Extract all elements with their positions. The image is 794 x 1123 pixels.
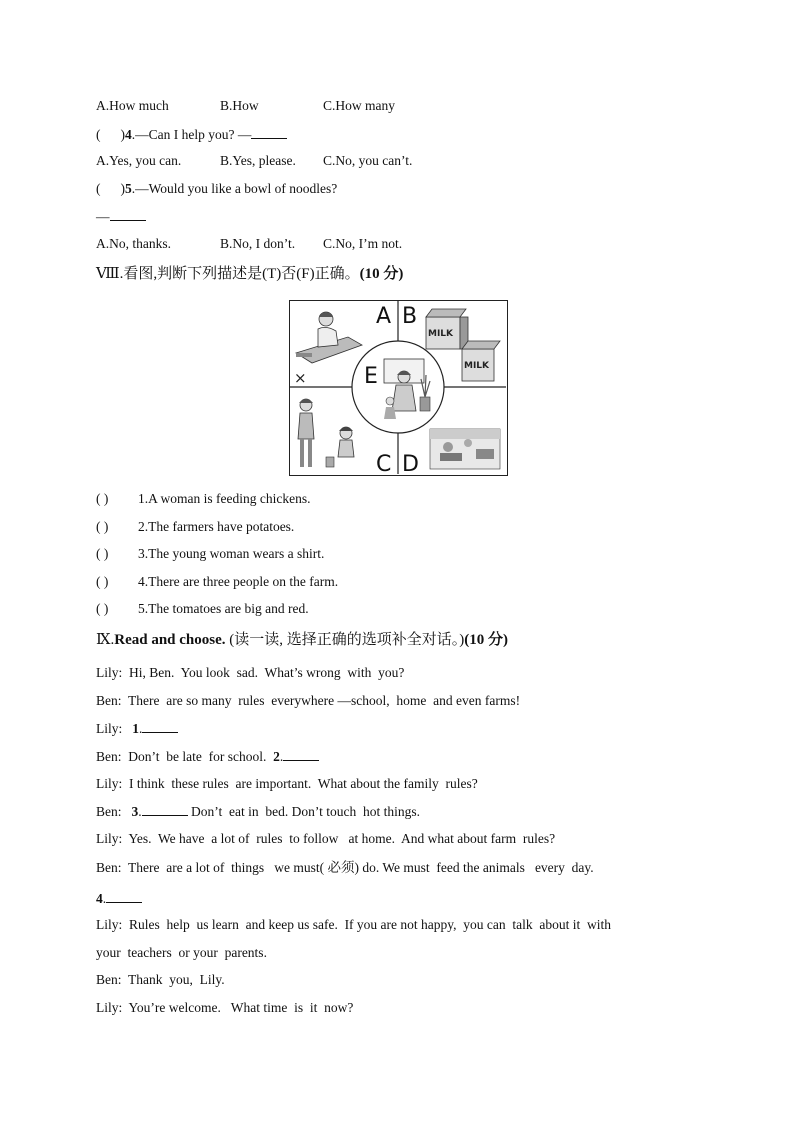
option-c: C.No, I’m not.: [323, 236, 403, 251]
answer-paren-close: ): [120, 127, 125, 142]
option-b: B.Yes, please.: [220, 153, 296, 168]
speaker: Ben:: [96, 693, 122, 708]
question-4-options: [96, 152, 412, 170]
question-4: [96, 125, 287, 144]
question-5: [96, 180, 337, 198]
label-c: C: [376, 452, 392, 474]
dialogue-line: [96, 775, 478, 793]
blank-number: 3: [131, 804, 139, 819]
panel-a-cross: ×: [294, 369, 307, 387]
blank-number: 4: [96, 891, 103, 906]
blank-dot: .: [279, 749, 284, 764]
dialogue-line: [96, 999, 353, 1017]
option-c: C.How many: [323, 98, 395, 113]
answer-paren[interactable]: ( ): [96, 519, 109, 534]
blank-number: 2: [273, 749, 280, 764]
tf-text: 4.There are three people on the farm.: [138, 574, 339, 589]
dialogue-text: Thank you, Lily.: [121, 972, 225, 987]
option-a: A.Yes, you can.: [96, 153, 182, 168]
speaker: Ben:: [96, 749, 122, 764]
tf-item: [96, 545, 324, 563]
blank-dot: .: [102, 891, 107, 906]
milk-label-2: MILK: [464, 361, 490, 371]
speaker: Ben:: [96, 804, 122, 819]
speaker: Ben:: [96, 972, 122, 987]
answer-blank[interactable]: [110, 207, 146, 221]
question-3-options: [96, 97, 395, 115]
dialogue-line: [96, 971, 225, 989]
tf-text: 2.The farmers have potatoes.: [138, 519, 295, 534]
blank-dot: .: [139, 721, 143, 736]
tf-item: [96, 490, 310, 508]
speaker: Lily:: [96, 1000, 123, 1015]
dialogue-text: your teachers or your parents.: [96, 945, 267, 960]
tf-text: 3.The young woman wears a shirt.: [138, 546, 325, 561]
question-text: .—Can I help you? —: [131, 127, 252, 142]
question-5-options: [96, 235, 402, 253]
dialogue-text: You’re welcome. What time is it now?: [122, 1000, 354, 1015]
section-8-title: Ⅷ.看图,判断下列描述是(T)否(F)正确。: [96, 266, 360, 282]
label-d: D: [402, 452, 419, 474]
blank-number: 1: [132, 721, 139, 736]
dialogue-text: Hi, Ben. You look sad. What’s wrong with you?: [122, 665, 405, 680]
speaker: Lily:: [96, 776, 123, 791]
option-b: B.No, I don’t.: [220, 236, 296, 251]
answer-paren[interactable]: ( ): [96, 546, 109, 561]
tf-text: 5.The tomatoes are big and red.: [138, 601, 309, 616]
answer-paren[interactable]: ( ): [96, 574, 109, 589]
dialogue-text: Rules help us learn and keep us safe. If you are not happy, you can talk about it with: [122, 917, 611, 932]
dialogue-line: [96, 664, 404, 682]
answer-blank[interactable]: [283, 747, 319, 761]
dialogue-line: [96, 889, 142, 908]
dialogue-text: I think these rules are important. What about the family rules?: [122, 776, 478, 791]
answer-paren[interactable]: ( ): [96, 491, 109, 506]
panel-c-woman-and-girl-icon: [298, 399, 354, 467]
picture-panel: [289, 300, 508, 476]
dialogue-text: Yes. We have a lot of rules to follow at home. And what about farm rules?: [122, 831, 556, 846]
question-number: 5: [125, 181, 132, 196]
option-c: C.No, you can’t.: [323, 153, 413, 168]
dialogue-text: Don’t eat in bed. Don’t touch hot things.: [187, 804, 420, 819]
panel-a-girl-at-desk-icon: [296, 312, 362, 363]
section-8-score: (10 分): [359, 266, 404, 282]
answer-paren-open: (: [96, 181, 101, 196]
label-a: A: [376, 304, 392, 329]
answer-paren-open: (: [96, 127, 101, 142]
label-e: E: [364, 364, 378, 389]
dialogue-line: [96, 719, 178, 738]
question-text: .—Would you like a bowl of noodles?: [131, 181, 338, 196]
section-9-title: Read and choose.: [114, 632, 226, 648]
option-b: B.How: [220, 98, 259, 113]
section-8-heading: [96, 265, 403, 283]
tf-item: [96, 518, 294, 536]
question-number: 4: [125, 127, 132, 142]
question-5-answer-line: [96, 207, 146, 226]
speaker: Lily:: [96, 665, 123, 680]
answer-blank[interactable]: [142, 719, 178, 733]
dash: —: [96, 209, 110, 224]
dialogue-line: [96, 916, 611, 934]
dialogue-line: [96, 859, 594, 877]
dialogue-text: There are a lot of things we must( 必须) do. We must feed the animals every day.: [121, 860, 594, 875]
answer-paren-close: ): [120, 181, 125, 196]
dialogue-line: [96, 802, 420, 821]
milk-label-1: MILK: [428, 329, 454, 339]
option-a: A.No, thanks.: [96, 236, 171, 251]
dialogue-line: [96, 830, 555, 848]
speaker: Ben:: [96, 860, 122, 875]
dialogue-text: Don’t be late for school.: [121, 749, 274, 764]
speaker: Lily:: [96, 831, 123, 846]
blank-dot: .: [138, 804, 142, 819]
section-9-prefix: Ⅸ.: [96, 632, 115, 648]
option-a: A.How much: [96, 98, 169, 113]
dialogue-text: There are so many rules everywhere —school, home and even farms!: [121, 693, 521, 708]
dialogue-line: [96, 692, 520, 710]
panel-d-farm-scene-icon: [430, 429, 500, 469]
section-9-score: (10 分): [464, 632, 508, 648]
section-9-instruction: (读一读, 选择正确的选项补全对话。): [225, 632, 465, 648]
label-b: B: [402, 304, 418, 329]
section-9-heading: [96, 631, 508, 649]
answer-blank[interactable]: [106, 889, 142, 903]
dialogue-line: [96, 944, 267, 962]
speaker: Lily:: [96, 721, 123, 736]
answer-paren[interactable]: ( ): [96, 601, 109, 616]
answer-blank[interactable]: [142, 802, 188, 816]
tf-item: [96, 573, 338, 591]
tf-item: [96, 600, 309, 618]
tf-text: 1.A woman is feeding chickens.: [138, 491, 311, 506]
picture-illustration: [290, 301, 506, 474]
speaker: Lily:: [96, 917, 123, 932]
dialogue-line: [96, 747, 319, 766]
answer-blank[interactable]: [251, 125, 287, 139]
